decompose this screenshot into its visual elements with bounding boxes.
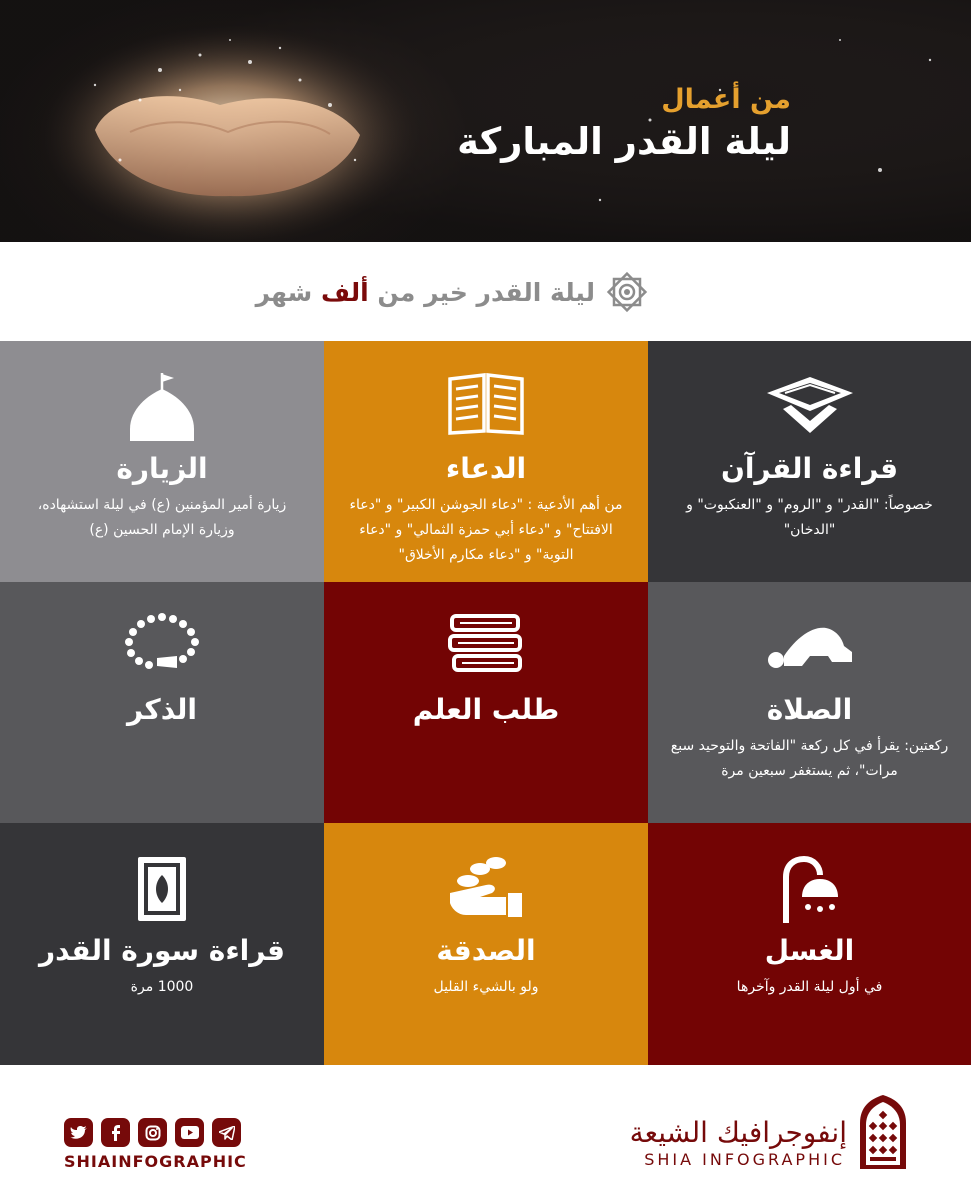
tile-title: الغسل — [764, 934, 855, 967]
tile-dua — [324, 341, 648, 582]
tile-ziyarah — [0, 341, 324, 582]
charity-hand-icon — [446, 853, 526, 919]
youtube-icon[interactable] — [175, 1118, 204, 1147]
brand-name-arabic: إنفوجرافيك الشيعة — [629, 1116, 847, 1149]
tile-desc: ركعتين: يقرأ في كل ركعة "الفاتحة والتوحيد سبع مرات"، ثم يستغفر سبعين مرة — [670, 738, 949, 779]
shower-icon — [780, 853, 840, 925]
prostration-icon — [762, 612, 858, 672]
tile-title: طلب العلم — [412, 693, 560, 726]
telegram-icon[interactable] — [212, 1118, 241, 1147]
tile-title: الدعاء — [445, 452, 527, 485]
star-ornament-icon — [605, 270, 649, 314]
tile-dhikr — [0, 582, 324, 823]
quran-stand-icon — [765, 371, 855, 435]
facebook-icon[interactable] — [101, 1118, 130, 1147]
tile-surah-qadr — [0, 823, 324, 1065]
tile-title: الذكر — [127, 693, 197, 726]
tile-icon-wrap — [648, 853, 971, 925]
tile-ghusl — [648, 823, 971, 1065]
tagline-text — [256, 278, 595, 307]
prayer-beads-icon — [119, 612, 205, 672]
tile-desc: ولو بالشيء القليل — [433, 979, 539, 995]
hero-title-block — [457, 82, 791, 166]
tile-title: الزيارة — [116, 452, 208, 485]
books-stack-icon — [446, 612, 526, 674]
tagline-text-before: ليلة القدر خير من — [368, 277, 595, 307]
tile-icon-wrap — [0, 612, 324, 684]
hero-subtitle: من أعمال — [661, 84, 791, 115]
social-links — [64, 1118, 241, 1147]
instagram-icon[interactable] — [138, 1118, 167, 1147]
tagline-text-after: شهر — [255, 277, 321, 307]
tile-desc: من أهم الأدعية : "دعاء الجوشن الكبير" و "دعاء الافتتاح" و "دعاء أبي حمزة الثمالي" و "دعاء التوبة" و "دعاء مكارم الأخلاق" — [349, 497, 623, 563]
tile-title: الصلاة — [766, 693, 853, 726]
hero-title: ليلة القدر المباركة — [457, 120, 791, 163]
tile-desc: زيارة أمير المؤمنين (ع) في ليلة استشهاده، وزيارة الإمام الحسين (ع) — [37, 497, 287, 538]
tagline — [256, 270, 649, 314]
hero-banner — [0, 0, 971, 242]
tile-charity — [324, 823, 648, 1065]
tile-icon-wrap — [0, 853, 324, 925]
tile-icon-wrap — [324, 853, 648, 925]
tile-icon-wrap — [648, 612, 971, 684]
tile-icon-wrap — [324, 612, 648, 684]
tile-desc: 1000 مرة — [130, 979, 194, 995]
tile-quran-reading — [648, 341, 971, 582]
brand-name-english: SHIA INFOGRAPHIC — [644, 1150, 845, 1169]
tile-desc: خصوصاً: "القدر" و "الروم" و "العنكبوت" و "الدخان" — [686, 497, 933, 538]
tile-prayer — [648, 582, 971, 823]
tile-title: قراءة القرآن — [720, 452, 899, 485]
dome-icon — [122, 371, 202, 443]
tile-icon-wrap — [324, 371, 648, 443]
tile-title: الصدقة — [436, 934, 536, 967]
tagline-highlight: ألف — [320, 277, 369, 307]
tile-icon-wrap — [0, 371, 324, 443]
twitter-icon[interactable] — [64, 1118, 93, 1147]
social-handle: SHIAINFOGRAPHIC — [64, 1152, 247, 1171]
tile-seeking-knowledge — [324, 582, 648, 823]
quran-book-icon — [132, 853, 192, 925]
tile-icon-wrap — [648, 371, 971, 443]
tile-desc: في أول ليلة القدر وآخرها — [736, 979, 883, 995]
brand-logo-icon — [856, 1093, 910, 1171]
tile-title: قراءة سورة القدر — [39, 934, 285, 967]
open-book-icon — [446, 371, 526, 437]
